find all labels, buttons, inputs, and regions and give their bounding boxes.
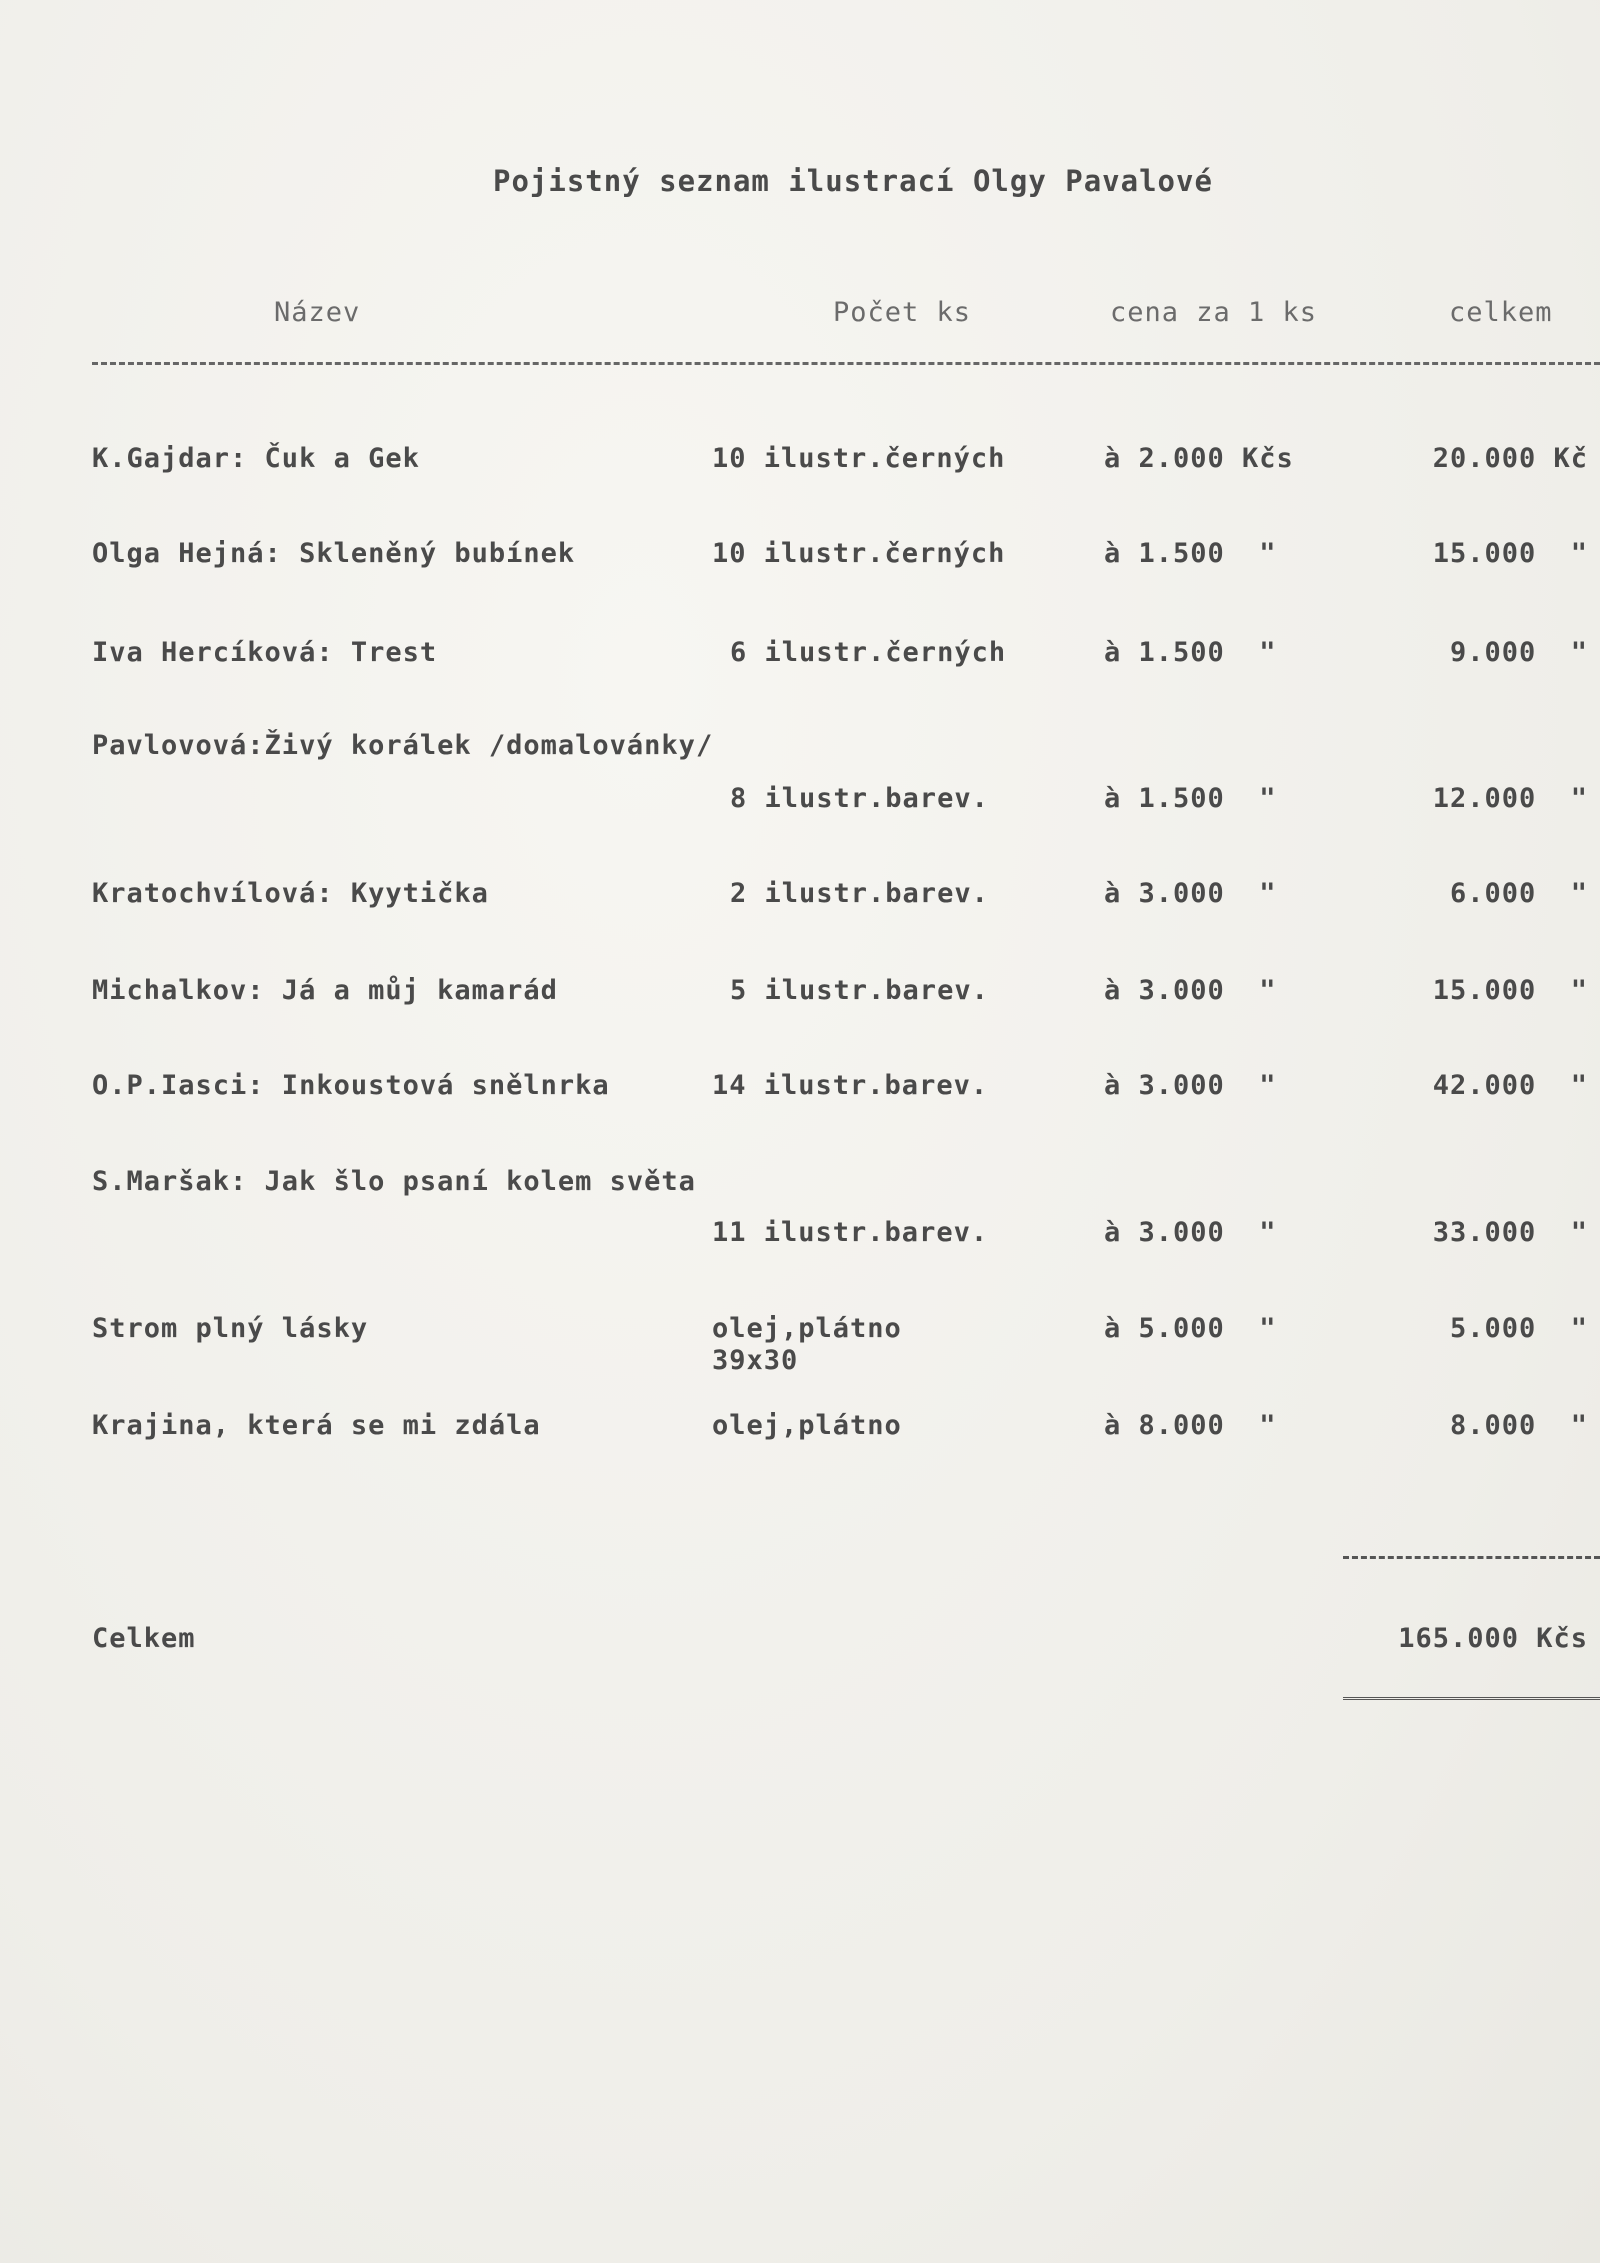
row-count: 2 ilustr.barev. [730, 878, 989, 909]
row-price: à 2.000 Kčs [1104, 443, 1294, 474]
row-total: 8.000 " [1449, 1410, 1588, 1441]
row-count: 5 ilustr.barev. [730, 975, 989, 1006]
header-pocet-ks: Počet ks [833, 297, 972, 328]
row-name: Michalkov: Já a můj kamarád [92, 975, 558, 1006]
row-total: 15.000 " [1432, 975, 1588, 1006]
row-name: S.Maršak: Jak šlo psaní kolem světa [92, 1166, 696, 1197]
row-name: Olga Hejná: Skleněný bubínek [92, 538, 576, 569]
row-price: à 3.000 " [1104, 1070, 1277, 1101]
row-name: O.P.Iasci: Inkoustová snělnrka [92, 1070, 610, 1101]
row-total: 12.000 " [1432, 783, 1588, 814]
row-price: à 1.500 " [1104, 637, 1277, 668]
row-price: à 3.000 " [1104, 1217, 1277, 1248]
row-count: olej,plátno [712, 1313, 902, 1344]
row-total: 15.000 " [1432, 538, 1588, 569]
sum-divider [1343, 1556, 1600, 1559]
header-divider [92, 362, 1600, 365]
row-price: à 3.000 " [1104, 878, 1277, 909]
header-nazev: Název [274, 297, 361, 328]
row-count: olej,plátno [712, 1410, 902, 1441]
row-name: Kratochvílová: Kyytička [92, 878, 489, 909]
row-count: 10 ilustr.černých [712, 538, 1006, 569]
row-total: 6.000 " [1449, 878, 1588, 909]
row-count-detail: 39x30 [712, 1345, 799, 1376]
row-price: à 1.500 " [1104, 538, 1277, 569]
row-total: 33.000 " [1432, 1217, 1588, 1248]
total-value: 165.000 Kčs [1398, 1623, 1588, 1654]
row-count: 14 ilustr.barev. [712, 1070, 989, 1101]
row-price: à 5.000 " [1104, 1313, 1277, 1344]
header-celkem: celkem [1449, 297, 1553, 328]
row-name: Iva Hercíková: Trest [92, 637, 438, 668]
row-count: 10 ilustr.černých [712, 443, 1006, 474]
row-name: Strom plný lásky [92, 1313, 369, 1344]
row-price: à 8.000 " [1104, 1410, 1277, 1441]
row-count: 8 ilustr.barev. [730, 783, 989, 814]
row-name: Krajina, která se mi zdála [92, 1410, 541, 1441]
row-name: Pavlovová:Živý korálek /domalovánky/ [92, 730, 714, 761]
row-name: K.Gajdar: Čuk a Gek [92, 443, 420, 474]
row-count: 6 ilustr.černých [730, 637, 1007, 668]
total-label: Celkem [92, 1623, 196, 1654]
row-total: 42.000 " [1432, 1070, 1588, 1101]
row-price: à 3.000 " [1104, 975, 1277, 1006]
row-price: à 1.500 " [1104, 783, 1277, 814]
row-total: 9.000 " [1449, 637, 1588, 668]
document-title: Pojistný seznam ilustrací Olgy Pavalové [493, 164, 1213, 198]
row-count: 11 ilustr.barev. [712, 1217, 989, 1248]
row-total: 20.000 Kč [1432, 443, 1588, 474]
header-cena: cena za 1 ks [1110, 297, 1318, 328]
row-total: 5.000 " [1449, 1313, 1588, 1344]
double-underline [1343, 1697, 1600, 1703]
